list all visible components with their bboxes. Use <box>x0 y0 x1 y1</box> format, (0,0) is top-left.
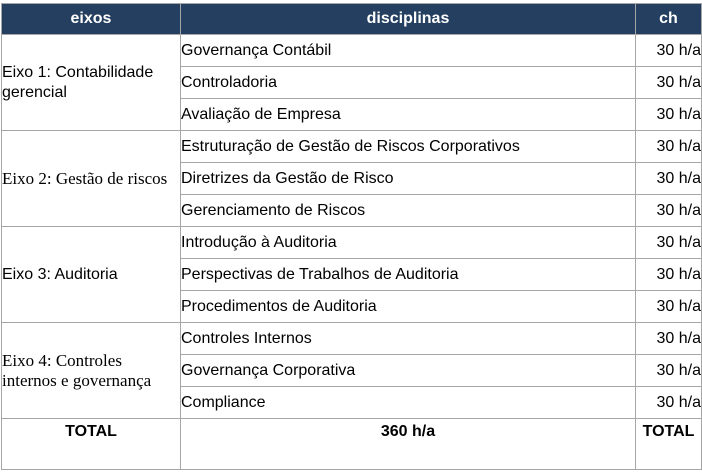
discipline-cell: Governança Corporativa <box>181 355 636 387</box>
header-row <box>2 4 702 35</box>
hours-cell: 30 h/a <box>636 35 702 67</box>
hours-cell: 30 h/a <box>636 259 702 291</box>
discipline-cell: Governança Contábil <box>181 35 636 67</box>
discipline-cell: Introdução à Auditoria <box>181 227 636 259</box>
total-hours: 360 h/a <box>181 419 636 470</box>
discipline-cell: Compliance <box>181 387 636 419</box>
discipline-cell: Gerenciamento de Riscos <box>181 195 636 227</box>
hours-cell: 30 h/a <box>636 67 702 99</box>
table-row <box>2 323 702 355</box>
hours-cell: 30 h/a <box>636 163 702 195</box>
hours-cell: 30 h/a <box>636 99 702 131</box>
header-axes: eixos <box>2 4 181 35</box>
hours-cell: 30 h/a <box>636 323 702 355</box>
hours-cell: 30 h/a <box>636 195 702 227</box>
discipline-cell: Diretrizes da Gestão de Risco <box>181 163 636 195</box>
hours-cell: 30 h/a <box>636 355 702 387</box>
total-ch-label: TOTAL <box>636 419 702 470</box>
discipline-cell: Procedimentos de Auditoria <box>181 291 636 323</box>
total-label: TOTAL <box>2 419 181 470</box>
discipline-cell: Controladoria <box>181 67 636 99</box>
total-row <box>2 419 702 470</box>
discipline-cell: Perspectivas de Trabalhos de Auditoria <box>181 259 636 291</box>
curriculum-table <box>1 3 702 470</box>
axis-4-label: Eixo 4: Controles internos e governança <box>2 323 181 419</box>
hours-cell: 30 h/a <box>636 227 702 259</box>
discipline-cell: Avaliação de Empresa <box>181 99 636 131</box>
table-row <box>2 35 702 67</box>
discipline-cell: Controles Internos <box>181 323 636 355</box>
table-row <box>2 227 702 259</box>
axis-2-label: Eixo 2: Gestão de riscos <box>2 131 181 227</box>
hours-cell: 30 h/a <box>636 291 702 323</box>
hours-cell: 30 h/a <box>636 387 702 419</box>
discipline-cell: Estruturação de Gestão de Riscos Corporativos <box>181 131 636 163</box>
hours-cell: 30 h/a <box>636 131 702 163</box>
header-hours: ch <box>636 4 702 35</box>
axis-1-label: Eixo 1: Contabilidade gerencial <box>2 35 181 131</box>
table-row <box>2 131 702 163</box>
axis-3-label: Eixo 3: Auditoria <box>2 227 181 323</box>
header-disciplines: disciplinas <box>181 4 636 35</box>
